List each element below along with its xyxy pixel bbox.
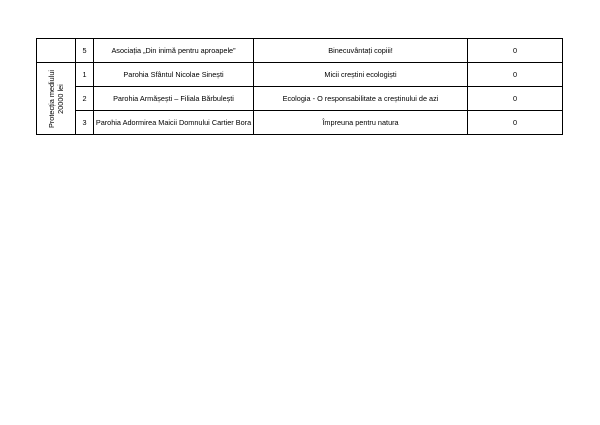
project-cell: Binecuvântați copiii! xyxy=(254,39,468,63)
row-number: 3 xyxy=(76,111,94,135)
table-row xyxy=(37,63,563,87)
amount-cell: 0 xyxy=(468,63,563,87)
category-title: Protecția mediului xyxy=(47,69,56,128)
project-cell: Micii creștini ecologiști xyxy=(254,63,468,87)
table-row xyxy=(37,111,563,135)
category-label xyxy=(47,70,65,128)
amount-cell: 0 xyxy=(468,87,563,111)
table-row xyxy=(37,87,563,111)
row-number: 2 xyxy=(76,87,94,111)
amount-cell: 0 xyxy=(468,39,563,63)
organization-cell: Asociația „Din inimă pentru aproapele” xyxy=(94,39,254,63)
table-row xyxy=(37,39,563,63)
organization-cell: Parohia Armășești – Filiala Bărbulești xyxy=(94,87,254,111)
organization-cell: Parohia Sfântul Nicolae Sinești xyxy=(94,63,254,87)
previous-category-cell xyxy=(37,39,76,63)
project-cell: Împreuna pentru natura xyxy=(254,111,468,135)
project-cell: Ecologia - O responsabilitate a creștinului de azi xyxy=(254,87,468,111)
organization-cell: Parohia Adormirea Maicii Domnului Cartier Bora xyxy=(94,111,254,135)
funding-table xyxy=(36,38,563,135)
category-cell xyxy=(37,63,76,135)
category-budget: 20000 lei xyxy=(56,83,65,114)
row-number: 1 xyxy=(76,63,94,87)
amount-cell: 0 xyxy=(468,111,563,135)
row-number: 5 xyxy=(76,39,94,63)
